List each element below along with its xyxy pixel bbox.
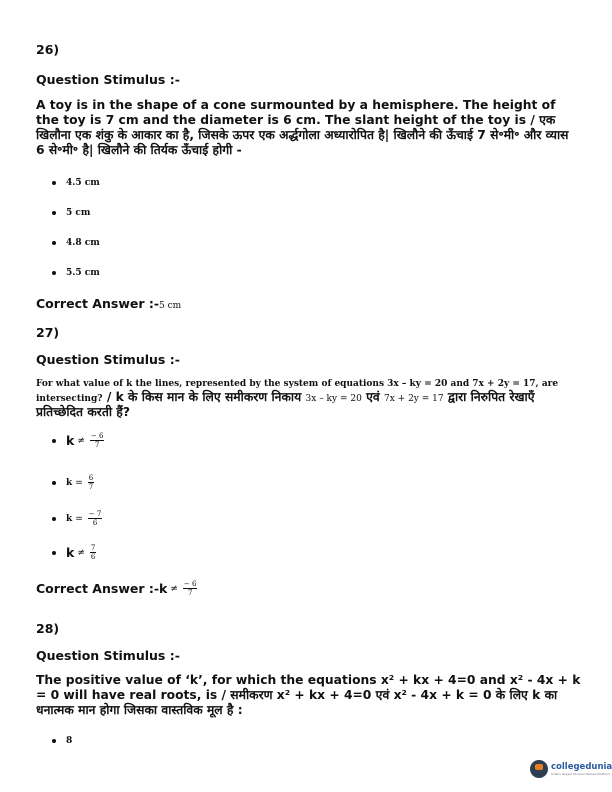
option-operator: ≠ (77, 435, 85, 446)
fraction-denominator: 6 (90, 553, 96, 561)
fraction-numerator: 7 (90, 544, 96, 552)
option-item[interactable] (52, 736, 72, 746)
option-item[interactable] (52, 432, 104, 449)
bullet-icon (52, 181, 56, 185)
correct-answer-label: Correct Answer :- (36, 296, 160, 311)
correct-answer-value: 5 cm (159, 301, 182, 311)
correct-answer (36, 580, 197, 597)
equation-2: 7x + 2y = 17 (384, 394, 444, 404)
question-text: A toy is in the shape of a cone surmounted by a hemisphere. The height of the toy is 7 cm and the diameter is 6 cm. The slant height of the toy is / एक खिलौना एक शंकु के आकार का है, जिसके ऊपर एक अर्द्धगोला अध्यारोपित है| खिलौने की ऊँचाई 7 से॰मी॰ और व्यास 6 से॰मी॰ है| खिलौने की तिर्यक ऊँचाई होगी - (36, 98, 569, 157)
option-text: 4.8 cm (66, 238, 100, 248)
correct-answer-operator: ≠ (170, 583, 178, 594)
bullet-icon (52, 517, 56, 521)
equation-1: 3x – ky = 20 (305, 394, 362, 404)
correct-answer-variable: k (159, 581, 168, 596)
correct-answer (36, 293, 181, 312)
fraction-denominator: 7 (88, 483, 94, 491)
option-fraction (90, 544, 96, 561)
option-text: 4.5 cm (66, 178, 100, 188)
option-text: 8 (66, 736, 73, 746)
logo-name: collegedunia (551, 761, 612, 772)
question-stimulus-label: Question Stimulus :- (36, 648, 180, 663)
question-number: 28) (36, 621, 60, 636)
option-operator: = (75, 477, 83, 488)
question-text-hi: / k के किस मान के लिए समीकरण निकाय (102, 390, 306, 404)
option-operator: = (75, 513, 83, 524)
bullet-icon (52, 241, 56, 245)
option-fraction (88, 510, 103, 527)
bullet-icon (52, 439, 56, 443)
option-variable: k (66, 433, 75, 448)
option-item[interactable] (52, 474, 94, 491)
option-variable: k (66, 545, 75, 560)
option-variable: k (66, 513, 73, 524)
option-item[interactable] (52, 208, 90, 218)
fraction-numerator: − 7 (88, 510, 102, 518)
question-text (36, 376, 581, 419)
mascot-icon (530, 760, 548, 778)
fraction-denominator: 7 (94, 441, 100, 449)
bullet-icon (52, 551, 56, 555)
bullet-icon (52, 481, 56, 485)
question-text-en: For what value of k the lines, represented by the system of equations 3x – ky = 20 and 7x + 2y = 17, are intersecting? (36, 379, 559, 404)
question-text-hi: द्वारा निरुपित रेखाएँ प्रतिच्छेदित करती हैं? (36, 390, 535, 419)
option-item[interactable] (52, 238, 100, 248)
fraction-numerator: 6 (88, 474, 94, 482)
fraction-denominator: 7 (187, 589, 193, 597)
option-fraction (88, 474, 94, 491)
option-fraction (90, 432, 105, 449)
fraction-numerator: − 6 (183, 580, 197, 588)
correct-answer-label: Correct Answer :- (36, 581, 160, 596)
question-text-hi: एवं (361, 390, 385, 404)
option-item[interactable] (52, 510, 102, 527)
option-text: 5 cm (66, 208, 91, 218)
collegedunia-logo (530, 760, 612, 778)
option-variable: k (66, 477, 73, 488)
bullet-icon (52, 211, 56, 215)
question-number: 26) (36, 42, 60, 57)
logo-tagline: India's largest Student Review Platform (551, 771, 611, 776)
fraction-numerator: − 6 (90, 432, 104, 440)
question-stimulus-label: Question Stimulus :- (36, 352, 180, 367)
option-text: 5.5 cm (66, 268, 100, 278)
bullet-icon (52, 739, 56, 743)
option-item[interactable] (52, 268, 100, 278)
question-number: 27) (36, 325, 60, 340)
question-stimulus-label: Question Stimulus :- (36, 72, 180, 87)
option-item[interactable] (52, 544, 96, 561)
question-text: The positive value of ‘k’, for which the equations x² + kx + 4=0 and x² - 4x + k = 0 will have real roots, is / समीकरण x² + kx + 4=0 एवं x² - 4x + k = 0 के लिए k का धनात्मक मान होगा जिसका वास्तविक मूल है : (36, 673, 581, 717)
option-operator: ≠ (77, 547, 85, 558)
option-item[interactable] (52, 178, 100, 188)
correct-answer-fraction (183, 580, 198, 597)
bullet-icon (52, 271, 56, 275)
fraction-denominator: 6 (92, 519, 98, 527)
